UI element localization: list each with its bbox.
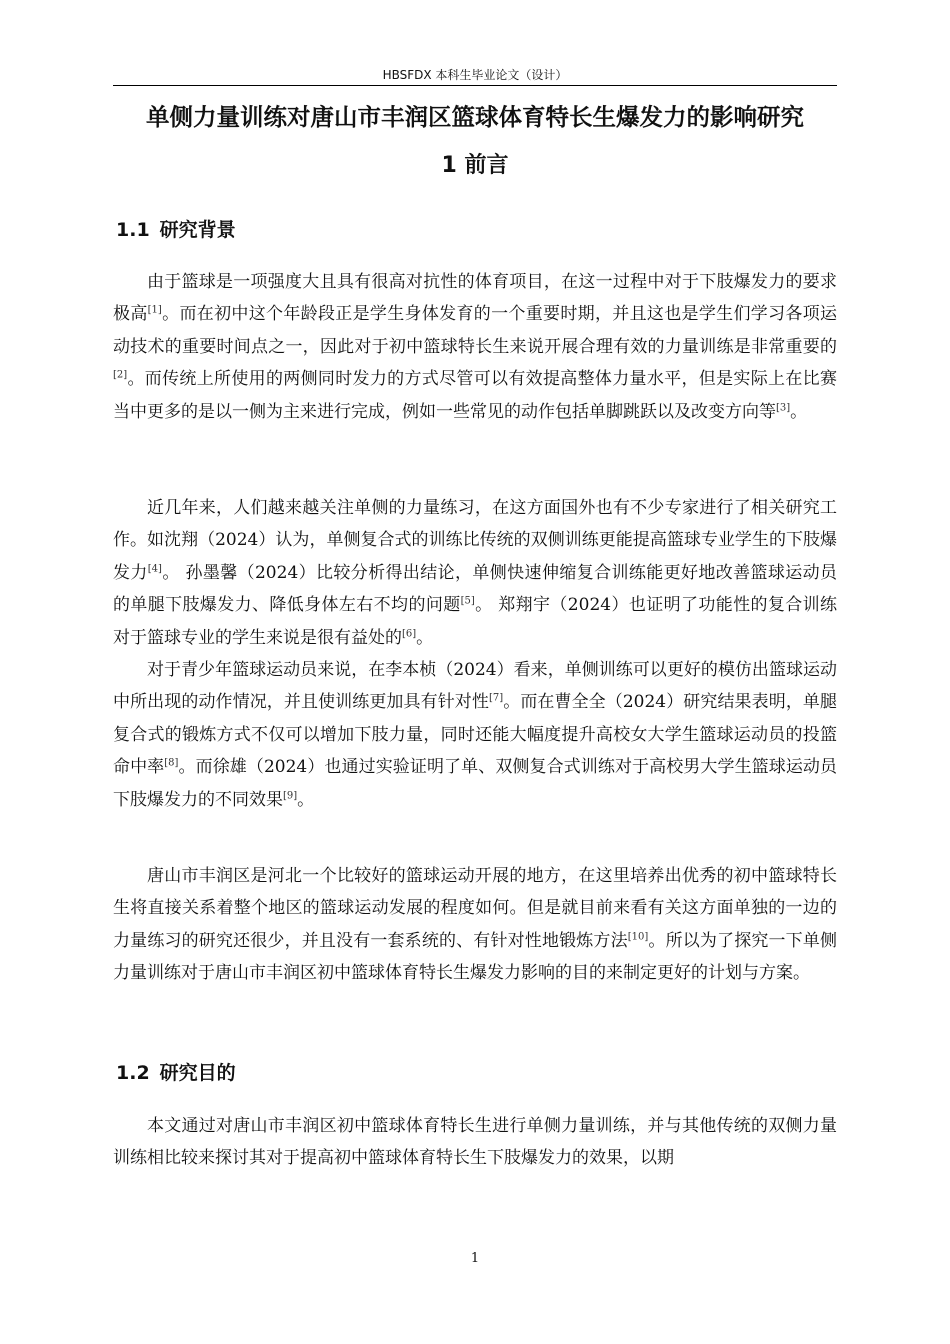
- text-run: 。而在曹全全（2024）研究结果表明，单腿复合式的锻炼方式不仅可以增加下肢力量，同时还能大幅度提升高校女大学生篮球运动员的投篮命中率: [113, 692, 838, 778]
- section-heading-1-2: [116, 1058, 236, 1088]
- document-title: 单侧力量训练对唐山市丰润区篮球体育特长生爆发力的影响研究: [146, 103, 804, 131]
- paragraph: [113, 1110, 837, 1175]
- citation-ref[interactable]: [3]: [776, 401, 791, 413]
- text-run: 由于篮球是一项强度大且具有很高对抗性的体育项目，在这一过程中对于下肢爆发力的要求极高: [113, 272, 837, 325]
- paragraph: [113, 860, 837, 990]
- citation-ref[interactable]: [10]: [627, 931, 649, 943]
- section-heading-1-1: [116, 215, 236, 245]
- citation-ref[interactable]: [1]: [147, 304, 162, 316]
- citation-ref[interactable]: [2]: [113, 369, 128, 381]
- header-rule: [113, 85, 837, 86]
- text-run: 。而在初中这个年龄段正是学生身体发育的一个重要时期，并且这也是学生们学习各项运动技术的重要时间点之一，因此对于初中篮球特长生来说开展合理有效的力量训练是非常重要的: [113, 304, 838, 357]
- citation-ref[interactable]: [5]: [460, 595, 475, 607]
- paragraph: [113, 492, 837, 654]
- section-title: 研究背景: [159, 219, 236, 241]
- text-run: 。所以为了探究一下单侧力量训练对于唐山市丰润区初中篮球体育特长生爆发力影响的目的来制定更好的计划与方案。: [113, 930, 838, 984]
- text-run: 近几年来，人们越来越关注单侧的力量练习，在这方面国外也有不少专家进行了相关研究工作。如沈翔（2024）认为，单侧复合式的训练比传统的双侧训练更能提高篮球专业学生的下肢爆发力: [113, 498, 837, 583]
- text-run: 唐山市丰润区是河北一个比较好的篮球运动开展的地方，在这里培养出优秀的初中篮球特长生将直接关系着整个地区的篮球运动发展的程度如何。但是就目前来看有关这方面单独的一边的力量练习的研究还很少，并且没有一套系统的、有针对性地锻炼方法: [113, 866, 837, 951]
- section-number: 1.1: [116, 219, 150, 241]
- text-run: 。: [790, 401, 808, 422]
- text-run: 本文通过对唐山市丰润区初中篮球体育特长生进行单侧力量训练，并与其他传统的双侧力量训练相比较来探讨其对于提高初中篮球体育特长生下肢爆发力的效果，以期: [113, 1116, 837, 1169]
- text-run: 。而传统上所使用的两侧同时发力的方式尽管可以有效提高整体力量水平，但是实际上在比赛当中更多的是以一侧为主来进行完成，例如一些常见的动作包括单脚跳跃以及改变方向等: [113, 369, 837, 422]
- text-run: 。 孙墨馨（2024）比较分析得出结论，单侧快速伸缩复合训练能更好地改善篮球运动员的单腿下肢爆发力、降低身体左右不均的问题: [113, 562, 838, 616]
- section-number: 1.2: [116, 1062, 150, 1084]
- citation-ref[interactable]: [6]: [402, 627, 417, 639]
- paragraph: [113, 654, 837, 816]
- citation-ref[interactable]: [4]: [147, 563, 162, 575]
- running-header: HBSFDX 本科生毕业论文（设计）: [382, 68, 568, 82]
- citation-ref[interactable]: [7]: [488, 692, 504, 704]
- text-run: 。: [297, 789, 315, 810]
- text-run: 。 郑翔宇（2024）也证明了功能性的复合训练对于篮球专业的学生来说是很有益处的: [113, 595, 837, 648]
- text-run: 。: [416, 627, 434, 648]
- citation-ref[interactable]: [9]: [283, 789, 298, 801]
- chapter-heading: 1 前言: [441, 153, 509, 178]
- citation-ref[interactable]: [8]: [164, 757, 179, 769]
- page-number: 1: [470, 1251, 480, 1266]
- paragraph: [113, 266, 837, 428]
- text-run: 对于青少年篮球运动员来说，在李本桢（2024）看来，单侧训练可以更好的模仿出篮球运动中所出现的动作情况，并且使训练更加具有针对性: [113, 660, 837, 713]
- section-title: 研究目的: [159, 1062, 236, 1084]
- text-run: 。而徐雄（2024）也通过实验证明了单、双侧复合式训练对于高校男大学生篮球运动员下肢爆发力的不同效果: [113, 757, 838, 810]
